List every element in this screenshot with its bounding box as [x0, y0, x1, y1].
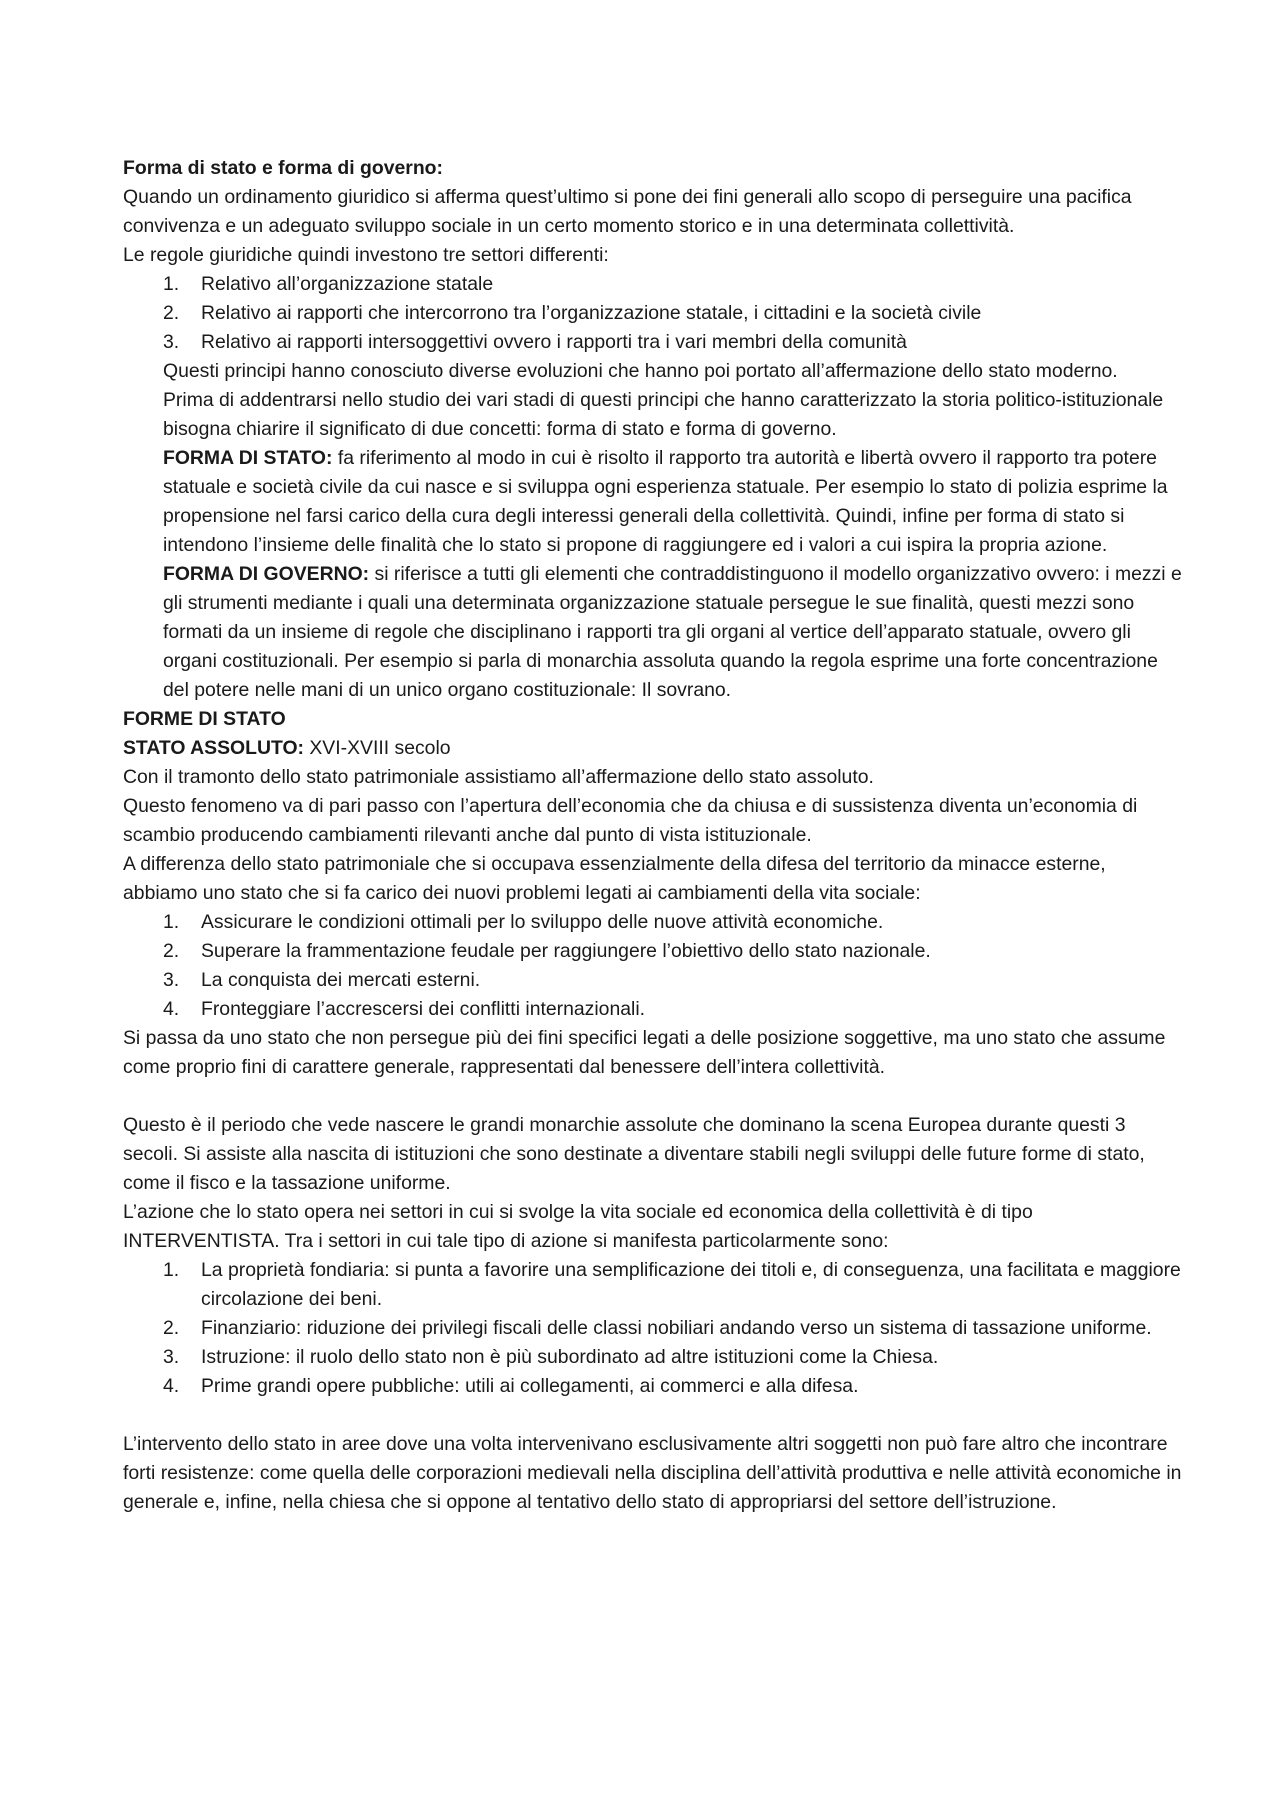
- forme-di-stato-heading: FORME DI STATO: [123, 708, 286, 730]
- list-item: 1. Assicurare le condizioni ottimali per lo sviluppo delle nuove attività economiche.: [163, 911, 884, 933]
- list-item: 1. La proprietà fondiaria: si punta a favorire una semplificazione dei titoli e, di conseguenza, una facilitata e maggiore circolazione dei beni.: [163, 1259, 1181, 1310]
- intro-paragraph: Quando un ordinamento giuridico si afferma quest’ultimo si pone dei fini generali allo scopo di perseguire una pacifica convivenza e un adeguato sviluppo sociale in un certo momento storico e in una determinata collettività.: [123, 186, 1132, 237]
- differenza-paragraph: A differenza dello stato patrimoniale che si occupava essenzialmente della difesa del territorio da minacce esterne, abbiamo uno stato che si fa carico dei nuovi problemi legati ai cambiamenti della vita sociale:: [123, 853, 1106, 904]
- list-item: 2. Relativo ai rapporti che intercorrono tra l’organizzazione statale, i cittadini e la società civile: [163, 302, 982, 324]
- list-item: 3. La conquista dei mercati esterni.: [163, 969, 481, 991]
- settori-intro: Le regole giuridiche quindi investono tre settori differenti:: [123, 244, 609, 266]
- list-item: 3. Relativo ai rapporti intersoggettivi ovvero i rapporti tra i vari membri della comunità: [163, 331, 907, 353]
- intervento-paragraph: L’intervento dello stato in aree dove una volta intervenivano esclusivamente altri soggetti non può fare altro che incontrare forti resistenze: come quella delle corporazioni medievali nella disciplina dell’attività produttiva e nelle attività economiche in generale e, infine, nella chiesa che si oppone al tentativo dello stato di appropriarsi del settore dell’istruzione.: [123, 1433, 1182, 1513]
- blank-line: [123, 1082, 1183, 1111]
- principi-paragraph: Questi principi hanno conosciuto diverse evoluzioni che hanno poi portato all’affermazione dello stato moderno.: [163, 360, 1118, 382]
- blank-line: [123, 1401, 1183, 1430]
- tramonto-paragraph: Con il tramonto dello stato patrimoniale assistiamo all’affermazione dello stato assoluto.: [123, 766, 874, 788]
- forma-stato-label: FORMA DI STATO:: [163, 447, 333, 469]
- prima-paragraph: Prima di addentrarsi nello studio dei vari stadi di questi principi che hanno caratterizzato la storia politico-istituzionale bisogna chiarire il significato di due concetti: forma di stato e forma di governo.: [163, 389, 1164, 440]
- passa-paragraph: Si passa da uno stato che non persegue più dei fini specifici legati a delle posizione soggettive, ma uno stato che assume come proprio fini di carattere generale, rappresentati dal benessere dell’intera collettività.: [123, 1027, 1166, 1078]
- forma-governo-paragraph: FORMA DI GOVERNO: si riferisce a tutti gli elementi che contraddistinguono il modello organizzativo ovvero: i mezzi e gli strumenti mediante i quali una determinata organizzazione statuale persegue le sue finalità, questi mezzi sono formati da un insieme di regole che disciplinano i rapporti tra gli organi al vertice dell’apparato statuale, ovvero gli organi costituzionali. Per esempio si parla di monarchia assoluta quando la regola esprime una forte concentrazione del potere nelle mani di un unico organo costituzionale: Il sovrano.: [163, 563, 1182, 701]
- forma-governo-label: FORMA DI GOVERNO:: [163, 563, 370, 585]
- fenomeno-paragraph: Questo fenomeno va di pari passo con l’apertura dell’economia che da chiusa e di sussistenza diventa un’economia di scambio producendo cambiamenti rilevanti anche dal punto di vista istituzionale.: [123, 795, 1138, 846]
- periodo-paragraph: Questo è il periodo che vede nascere le grandi monarchie assolute che dominano la scena Europea durante questi 3 secoli. Si assiste alla nascita di istituzioni che sono destinate a diventare stabili negli sviluppi delle future forme di stato, come il fisco e la tassazione uniforme.: [123, 1114, 1145, 1194]
- stato-assoluto-heading: STATO ASSOLUTO: XVI-XVIII secolo: [123, 737, 451, 759]
- list-item: 1. Relativo all’organizzazione statale: [163, 273, 494, 295]
- forma-stato-paragraph: FORMA DI STATO: fa riferimento al modo in cui è risolto il rapporto tra autorità e libertà ovvero il rapporto tra potere statuale e società civile da cui nasce e si sviluppa ogni esperienza statuale. Per esempio lo stato di polizia esprime la propensione nel farsi carico della cura degli interessi generali della collettività. Quindi, infine per forma di stato si intendono l’insieme delle finalità che lo stato si propone di raggiungere ed i valori a cui ispira la propria azione.: [163, 447, 1168, 556]
- problemi-list: [123, 908, 1183, 1024]
- list-item: 4. Prime grandi opere pubbliche: utili ai collegamenti, ai commerci e alla difesa.: [163, 1375, 859, 1397]
- list-item: 2. Finanziario: riduzione dei privilegi fiscali delle classi nobiliari andando verso un sistema di tassazione uniforme.: [163, 1317, 1152, 1339]
- document-title: Forma di stato e forma di governo:: [123, 157, 443, 179]
- document-body: [123, 154, 1183, 1517]
- settori-list: [123, 270, 1183, 357]
- list-item: 3. Istruzione: il ruolo dello stato non è più subordinato ad altre istituzioni come la Chiesa.: [163, 1346, 939, 1368]
- list-item: 2. Superare la frammentazione feudale per raggiungere l’obiettivo dello stato nazionale.: [163, 940, 931, 962]
- azione-paragraph: L’azione che lo stato opera nei settori in cui si svolge la vita sociale ed economica della collettività è di tipo INTERVENTISTA. Tra i settori in cui tale tipo di azione si manifesta particolarmente sono:: [123, 1201, 1033, 1252]
- settori-azione-list: [123, 1256, 1183, 1401]
- list-item: 4. Fronteggiare l’accrescersi dei conflitti internazionali.: [163, 998, 646, 1020]
